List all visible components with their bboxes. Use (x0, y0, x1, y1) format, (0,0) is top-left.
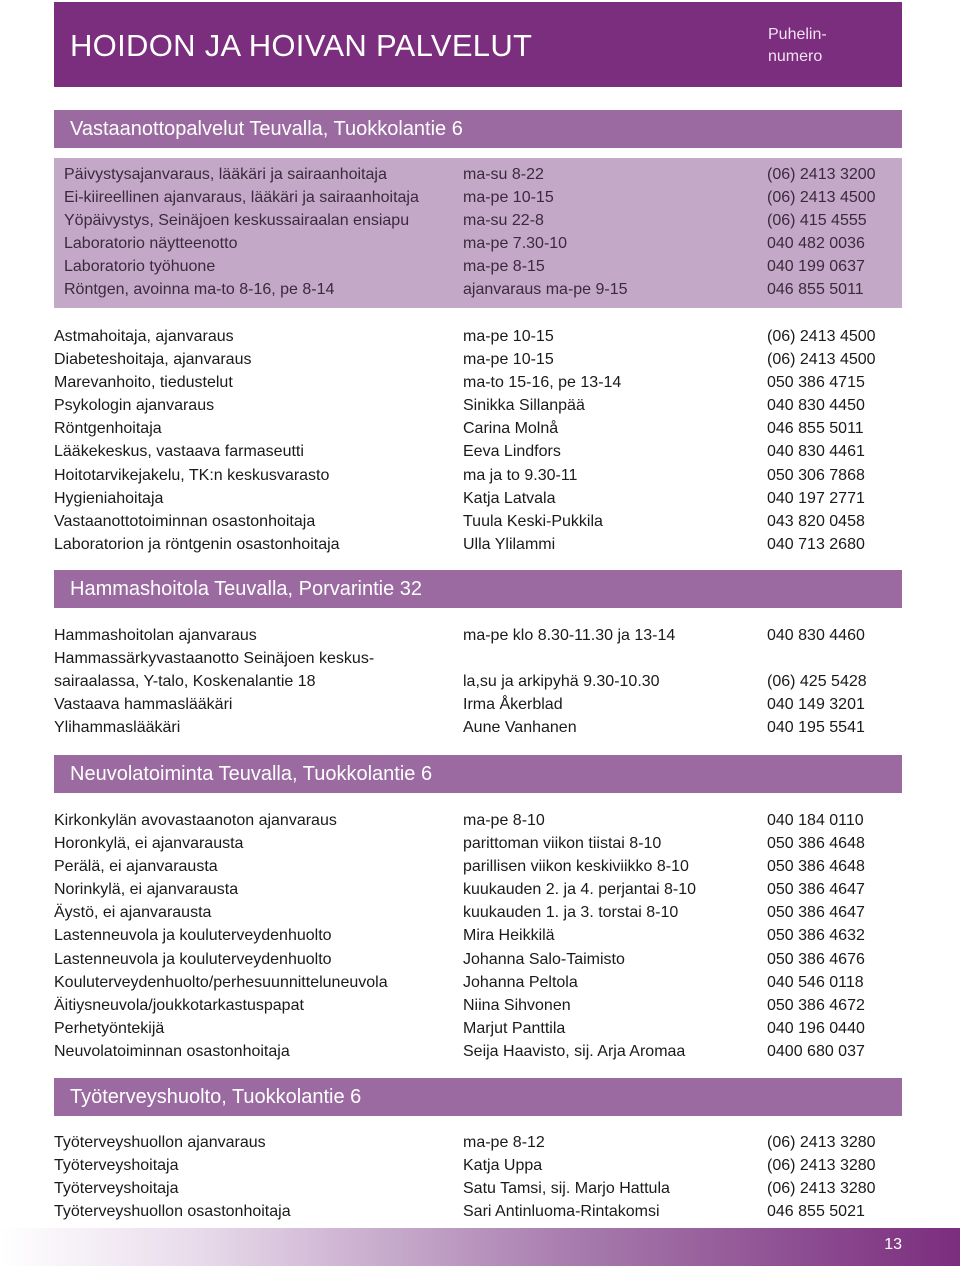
phone-number: (06) 2413 4500 (767, 351, 876, 369)
service-name: Neuvolatoiminnan osastonhoitaja (54, 1042, 290, 1060)
list-item (54, 417, 902, 440)
service-name: Röntgenhoitaja (54, 420, 162, 438)
phone-number: 050 386 4632 (767, 927, 865, 945)
service-hours: ajanvaraus ma-pe 9-15 (463, 281, 628, 299)
service-hours: Sari Antinluoma-Rintakomsi (463, 1203, 660, 1221)
service-hours: ma-pe 10-15 (463, 189, 554, 207)
hammashoitola-services-list (54, 624, 902, 739)
service-name: sairaalassa, Y-talo, Koskenalantie 18 (54, 673, 316, 691)
list-item (54, 533, 902, 556)
service-name: Perälä, ei ajanvarausta (54, 858, 218, 876)
phone-number: 050 386 4648 (767, 835, 865, 853)
service-hours: Katja Uppa (463, 1157, 543, 1175)
list-item (54, 855, 902, 878)
phone-number: 040 196 0440 (767, 1019, 865, 1037)
list-item (54, 163, 902, 186)
phone-number: (06) 415 4555 (767, 212, 867, 230)
phone-number: 040 184 0110 (767, 812, 864, 829)
list-item (54, 487, 902, 510)
section-header-vastaanotto (54, 110, 902, 148)
section-header-neuvola (54, 755, 902, 793)
phone-number: 050 386 4715 (767, 374, 865, 392)
section-title: Vastaanottopalvelut Teuvalla, Tuokkolantie 6 (70, 118, 463, 140)
phone-number: 050 386 4648 (767, 858, 865, 876)
service-hours: Satu Tamsi, sij. Marjo Hattula (463, 1180, 670, 1198)
footer-band (0, 1228, 960, 1266)
list-item (54, 716, 902, 739)
phone-header-line-1: Puhelin- (768, 26, 827, 43)
phone-number: (06) 2413 4500 (767, 189, 876, 207)
service-hours: ma-pe 8-15 (463, 258, 545, 276)
list-item (54, 878, 902, 901)
list-item (54, 901, 902, 924)
phone-number: 040 482 0036 (767, 235, 865, 253)
tyoterveys-services-list (54, 1131, 902, 1223)
list-item (54, 186, 902, 209)
service-name: Hammassärkyvastaanotto Seinäjoen keskus- (54, 650, 375, 668)
phone-number: (06) 2413 3280 (767, 1180, 876, 1198)
service-name: Kirkonkylän avovastaanoton ajanvaraus (54, 812, 337, 829)
service-hours: kuukauden 1. ja 3. torstai 8-10 (463, 904, 679, 922)
phone-number: 040 197 2771 (767, 489, 865, 507)
list-item (54, 464, 902, 487)
phone-number: 046 855 5011 (767, 281, 864, 299)
service-name: Vastaanottotoiminnan osastonhoitaja (54, 512, 316, 530)
service-name: Hoitotarvikejakelu, TK:n keskusvarasto (54, 466, 330, 484)
service-name: Kouluterveydenhuolto/perhesuunnitteluneuvola (54, 973, 388, 991)
phone-number: (06) 2413 3280 (767, 1157, 876, 1175)
list-item (54, 971, 902, 994)
list-item (54, 1040, 902, 1063)
list-item (54, 1154, 902, 1177)
service-hours: Sinikka Sillanpää (463, 397, 585, 415)
service-name: Perhetyöntekijä (54, 1019, 165, 1037)
list-item (54, 209, 902, 232)
list-item (54, 647, 902, 670)
service-hours: Seija Haavisto, sij. Arja Aromaa (463, 1042, 686, 1060)
list-item (54, 670, 902, 693)
service-name: Äitiysneuvola/joukkotarkastuspapat (54, 996, 304, 1014)
phone-number: 046 855 5011 (767, 420, 864, 438)
service-name: Laboratorio näytteenotto (64, 235, 238, 253)
phone-number: (06) 425 5428 (767, 673, 867, 691)
section-header-hammashoitola (54, 570, 902, 608)
phone-number: 040 195 5541 (767, 719, 865, 737)
service-hours: Tuula Keski-Pukkila (463, 512, 603, 530)
phone-number: 050 386 4647 (767, 881, 865, 899)
phone-number: 050 386 4672 (767, 996, 865, 1014)
phone-number: 040 713 2680 (767, 535, 865, 553)
service-name: Lastenneuvola ja kouluterveydenhuolto (54, 927, 332, 945)
service-name: Työterveyshuollon osastonhoitaja (54, 1203, 291, 1221)
service-name: Diabeteshoitaja, ajanvaraus (54, 351, 252, 369)
service-name: Marevanhoito, tiedustelut (54, 374, 233, 392)
service-name: Vastaava hammaslääkäri (54, 696, 233, 714)
service-hours: Katja Latvala (463, 489, 556, 507)
service-name: Työterveyshoitaja (54, 1157, 179, 1175)
service-hours: ma-pe 10-15 (463, 328, 554, 345)
phone-number: (06) 2413 3200 (767, 166, 876, 183)
service-hours: ma ja to 9.30-11 (463, 466, 578, 484)
list-item (54, 255, 902, 278)
section-header-tyoterveys (54, 1078, 902, 1116)
service-name: Laboratorion ja röntgenin osastonhoitaja (54, 535, 340, 553)
service-hours: Niina Sihvonen (463, 996, 571, 1014)
service-name: Ylihammaslääkäri (54, 719, 181, 737)
list-item (54, 394, 902, 417)
list-item (54, 624, 902, 647)
list-item (54, 371, 902, 394)
service-hours: la,su ja arkipyhä 9.30-10.30 (463, 673, 660, 691)
page-header (54, 2, 902, 87)
neuvola-services-list (54, 809, 902, 1063)
service-hours: Marjut Panttila (463, 1019, 566, 1037)
service-hours: parillisen viikon keskiviikko 8-10 (463, 858, 689, 876)
list-item (54, 1200, 902, 1223)
service-hours: Johanna Peltola (463, 973, 578, 991)
service-name: Ei-kiireellinen ajanvaraus, lääkäri ja sairaanhoitaja (64, 189, 419, 207)
phone-number: 043 820 0458 (767, 512, 865, 530)
list-item (54, 948, 902, 971)
phone-number: 050 386 4676 (767, 950, 865, 968)
phone-number: (06) 2413 4500 (767, 328, 876, 345)
list-item (54, 510, 902, 533)
service-hours: ma-pe 10-15 (463, 351, 554, 369)
service-hours: Mira Heikkilä (463, 927, 555, 945)
phone-number: 040 830 4460 (767, 627, 865, 644)
service-name: Hygieniahoitaja (54, 489, 164, 507)
service-name: Päivystysajanvaraus, lääkäri ja sairaanhoitaja (64, 166, 387, 183)
service-name: Yöpäivystys, Seinäjoen keskussairaalan ensiapu (64, 212, 410, 230)
phone-number: 040 149 3201 (767, 696, 865, 714)
list-item (54, 232, 902, 255)
phone-number: 050 386 4647 (767, 904, 865, 922)
service-name: Psykologin ajanvaraus (54, 397, 215, 415)
phone-number: 0400 680 037 (767, 1042, 865, 1060)
service-hours: ma-pe klo 8.30-11.30 ja 13-14 (463, 627, 676, 644)
service-hours: Eeva Lindfors (463, 443, 561, 461)
list-item (54, 1177, 902, 1200)
list-item (54, 278, 902, 301)
service-name: Norinkylä, ei ajanvarausta (54, 881, 239, 899)
service-hours: ma-su 8-22 (463, 166, 544, 183)
emergency-services-list (54, 163, 902, 302)
service-hours: parittoman viikon tiistai 8-10 (463, 835, 662, 853)
service-name: Työterveyshuollon ajanvaraus (54, 1134, 266, 1151)
section-title: Hammashoitola Teuvalla, Porvarintie 32 (70, 578, 423, 600)
list-item (54, 325, 902, 348)
phone-number: 050 306 7868 (767, 466, 865, 484)
service-hours: ma-to 15-16, pe 13-14 (463, 374, 622, 392)
service-name: Horonkylä, ei ajanvarausta (54, 835, 244, 853)
phone-number: 040 546 0118 (767, 973, 864, 991)
phone-number: (06) 2413 3280 (767, 1134, 876, 1151)
vastaanotto-services-list (54, 325, 902, 556)
service-hours: Johanna Salo-Taimisto (463, 950, 625, 968)
phone-number: 046 855 5021 (767, 1203, 865, 1221)
service-hours: Irma Åkerblad (463, 696, 563, 714)
phone-number: 040 830 4450 (767, 397, 865, 415)
service-hours: kuukauden 2. ja 4. perjantai 8-10 (463, 881, 697, 899)
phone-column-header (768, 24, 827, 68)
list-item (54, 1017, 902, 1040)
service-name: Lääkekeskus, vastaava farmaseutti (54, 443, 304, 461)
page-title: HOIDON JA HOIVAN PALVELUT (70, 28, 533, 63)
service-hours: Aune Vanhanen (463, 719, 577, 737)
service-hours: Ulla Ylilammi (463, 535, 556, 553)
page-number: 13 (884, 1236, 902, 1253)
list-item (54, 440, 902, 463)
service-hours: Carina Molnå (463, 420, 559, 438)
service-name: Työterveyshoitaja (54, 1180, 179, 1198)
service-hours: ma-su 22-8 (463, 212, 544, 230)
service-name: Röntgen, avoinna ma-to 8-16, pe 8-14 (64, 281, 335, 299)
list-item (54, 693, 902, 716)
service-name: Astmahoitaja, ajanvaraus (54, 328, 234, 345)
section-title: Työterveyshuolto, Tuokkolantie 6 (70, 1086, 362, 1108)
service-name: Hammashoitolan ajanvaraus (54, 627, 257, 644)
list-item (54, 1131, 902, 1154)
service-name: Laboratorio työhuone (64, 258, 216, 276)
list-item (54, 924, 902, 947)
phone-number: 040 830 4461 (767, 443, 865, 461)
service-hours: ma-pe 8-12 (463, 1134, 545, 1151)
phone-header-line-2: numero (768, 48, 823, 65)
list-item (54, 809, 902, 832)
service-hours: ma-pe 8-10 (463, 812, 545, 829)
list-item (54, 348, 902, 371)
service-hours: ma-pe 7.30-10 (463, 235, 568, 253)
service-name: Lastenneuvola ja kouluterveydenhuolto (54, 950, 332, 968)
list-item (54, 994, 902, 1017)
phone-number: 040 199 0637 (767, 258, 865, 276)
list-item (54, 832, 902, 855)
service-name: Äystö, ei ajanvarausta (54, 904, 212, 922)
section-title: Neuvolatoiminta Teuvalla, Tuokkolantie 6 (70, 763, 433, 785)
